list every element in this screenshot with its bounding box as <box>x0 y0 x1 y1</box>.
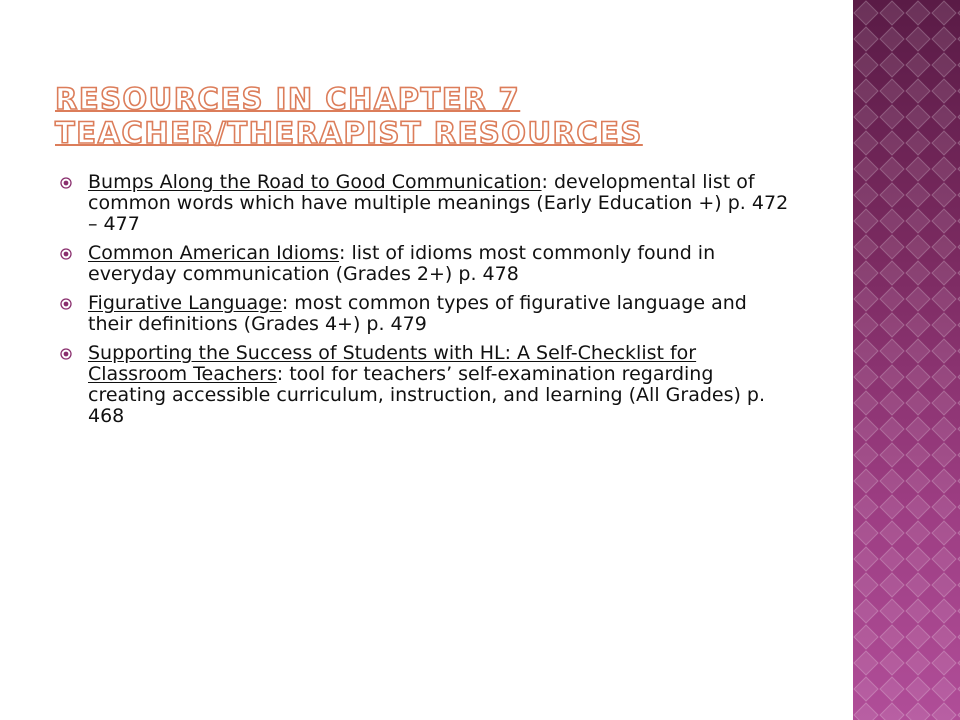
bullet-circle-icon <box>60 298 72 310</box>
bullet-circle-icon <box>60 348 72 360</box>
resource-list <box>60 172 790 435</box>
bullet-circle-icon <box>60 248 72 260</box>
list-item <box>60 343 790 427</box>
slide-title-line-1: RESOURCES IN CHAPTER 7 <box>55 82 521 116</box>
resource-name: Supporting the Success of Students with HL: A Self-Checklist for Classroom Teachers <box>88 342 697 385</box>
resource-name: Figurative Language <box>88 292 282 314</box>
list-item <box>60 293 790 335</box>
resource-description: : list of idioms most commonly found in everyday communication (Grades 2+) p. 478 <box>88 242 716 285</box>
resource-description: : most common types of figurative language and their definitions (Grades 4+) p. 479 <box>88 292 747 335</box>
resource-name: Bumps Along the Road to Good Communication <box>88 171 542 193</box>
decorative-side-panel <box>853 0 960 720</box>
resource-description: : tool for teachers’ self-examination regarding creating accessible curriculum, instruction, and learning (All Grades) p. 468 <box>88 363 766 427</box>
list-item <box>60 243 790 285</box>
slide-title-line-2: TEACHER/THERAPIST RESOURCES <box>55 116 643 150</box>
diamond-pattern <box>853 0 960 720</box>
resource-description: : developmental list of common words which have multiple meanings (Early Education +) p. 472 – 477 <box>88 171 789 235</box>
resource-name: Common American Idioms <box>88 242 340 264</box>
list-item <box>60 172 790 235</box>
slide-title <box>55 82 835 150</box>
bullet-circle-icon <box>60 177 72 189</box>
